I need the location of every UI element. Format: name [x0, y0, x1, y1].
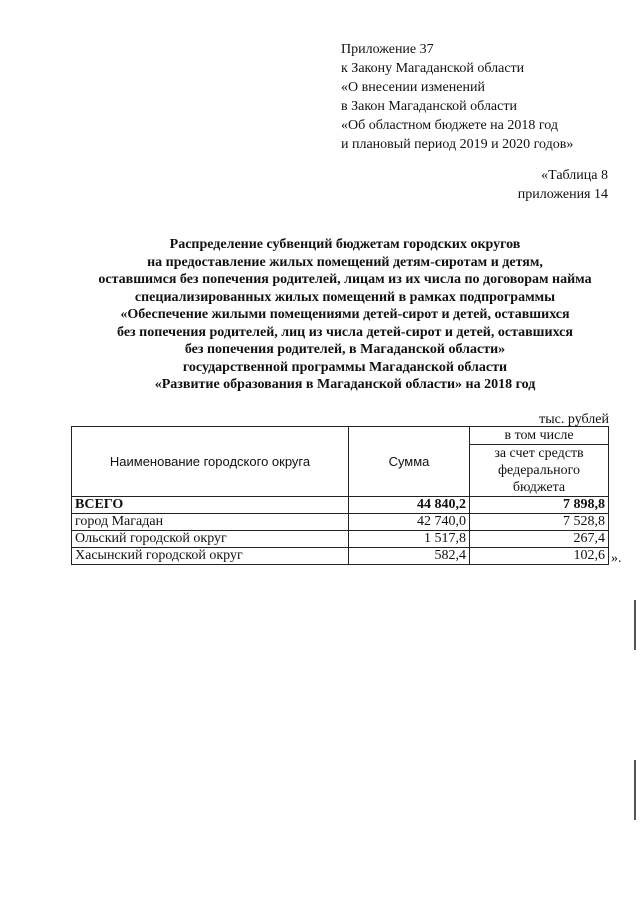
header-federal: за счет средств федерального бюджета	[470, 445, 609, 497]
row-sum: 42 740,0	[349, 514, 470, 531]
header-including: в том числе	[470, 427, 609, 445]
scan-edge-line	[634, 600, 636, 650]
appendix-header	[341, 40, 573, 154]
title-line: без попечения родителей, в Магаданской области»	[184, 342, 506, 357]
table-reference-line: «Таблица 8	[541, 168, 608, 183]
scan-edge-line	[634, 760, 636, 820]
table-row	[72, 514, 609, 531]
subsidy-table	[71, 426, 609, 565]
row-federal: 267,4	[470, 531, 609, 548]
title-line: «Обеспечение жилыми помещениями детей-сирот и детей, оставшихся	[120, 307, 570, 322]
header-row	[72, 427, 609, 445]
row-name: город Магадан	[72, 514, 349, 531]
appendix-line: в Закон Магаданской области	[341, 99, 517, 114]
table-row	[72, 497, 609, 514]
appendix-line: и плановый период 2019 и 2020 годов»	[341, 137, 574, 152]
table-row	[72, 548, 609, 565]
title-line: государственной программы Магаданской области	[182, 359, 508, 375]
row-name: ВСЕГО	[72, 497, 349, 514]
row-federal: 7 528,8	[470, 514, 609, 531]
title-line: «Развитие образования в Магаданской области» на 2018 год	[154, 377, 536, 392]
title-line: Распределение субвенций бюджетам городских округов	[169, 237, 521, 252]
row-sum: 44 840,2	[349, 497, 470, 514]
table-row	[72, 531, 609, 548]
row-sum: 582,4	[349, 548, 470, 565]
header-sum: Сумма	[349, 427, 470, 497]
row-name: Ольский городской округ	[72, 531, 349, 548]
appendix-line: к Закону Магаданской области	[341, 61, 525, 76]
row-name: Хасынский городской округ	[72, 548, 349, 565]
units-label: тыс. рублей	[539, 412, 609, 427]
appendix-line: Приложение 37	[341, 42, 434, 57]
table-reference	[518, 166, 608, 204]
title-line: на предоставление жилых помещений детям-сиротам и детям,	[147, 254, 543, 270]
row-sum: 1 517,8	[349, 531, 470, 548]
title-line: специализированных жилых помещений в рамках подпрограммы	[134, 289, 556, 305]
row-federal: 102,6	[470, 548, 609, 565]
closing-quote-mark: ».	[611, 551, 622, 566]
title-line: оставшимся без попечения родителей, лицам из их числа по договорам найма	[98, 272, 592, 287]
title-line: без попечения родителей, лиц из числа детей-сирот и детей, оставшихся	[117, 324, 573, 340]
document-title	[30, 236, 640, 394]
table-reference-line: приложения 14	[517, 187, 608, 202]
appendix-line: «Об областном бюджете на 2018 год	[341, 118, 558, 133]
row-federal: 7 898,8	[470, 497, 609, 514]
appendix-line: «О внесении изменений	[341, 80, 485, 95]
header-name: Наименование городского округа	[72, 427, 349, 497]
